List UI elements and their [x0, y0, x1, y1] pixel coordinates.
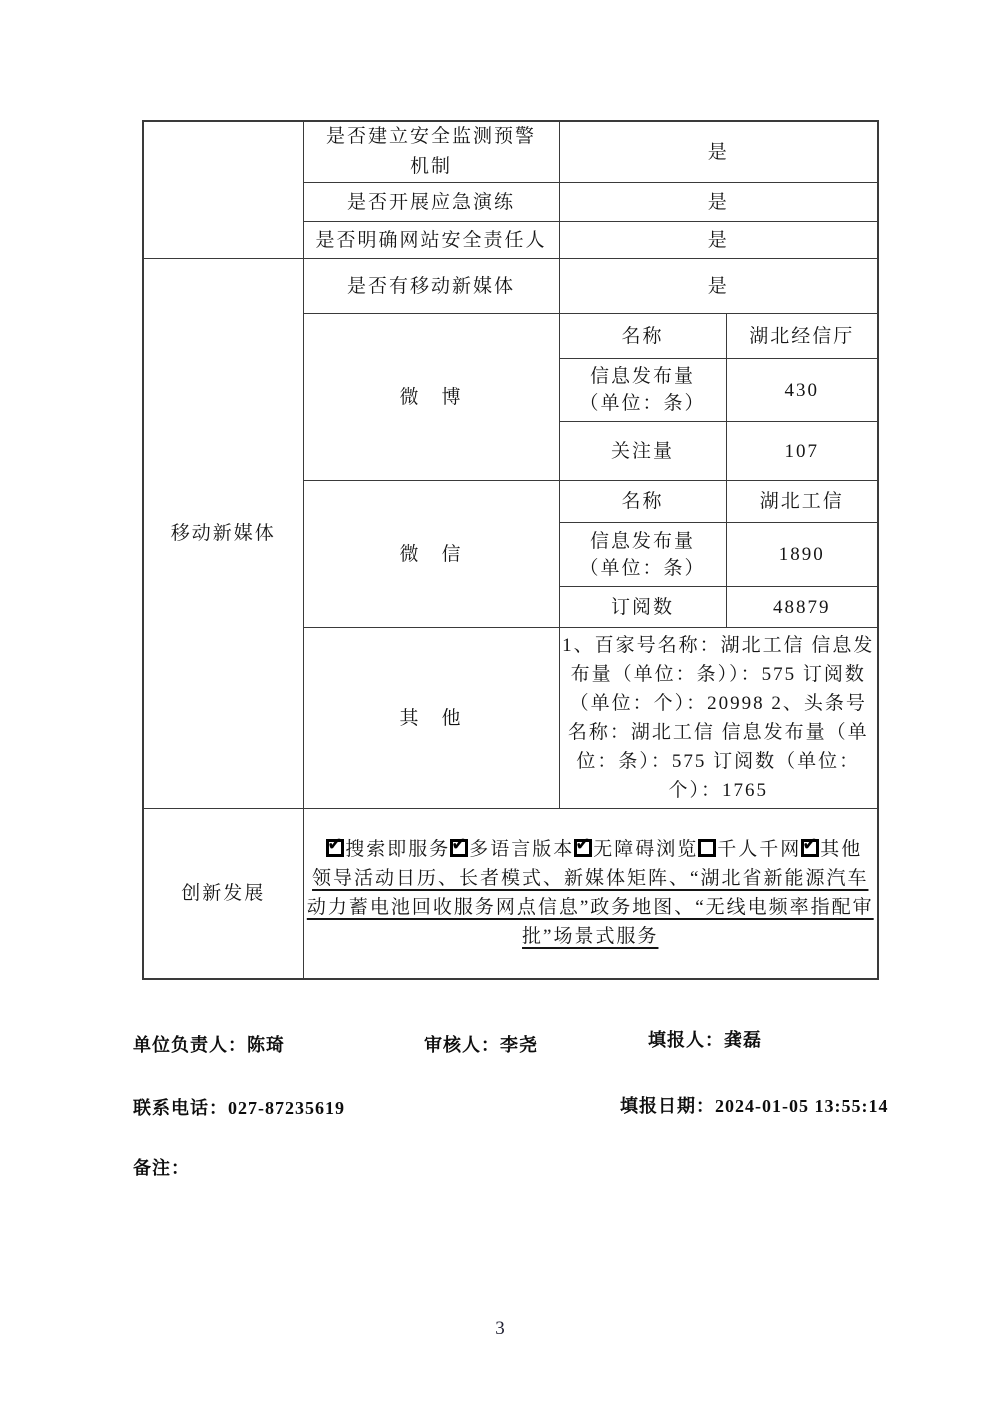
checkbox-item [801, 839, 862, 860]
filler [648, 1026, 762, 1052]
checkbox-label: 搜索即服务 [345, 839, 451, 861]
filler-value: 龚磊 [724, 1030, 762, 1050]
checkbox-item [574, 839, 698, 860]
emergency-drill-value: 是 [559, 183, 878, 222]
checkbox-item [698, 839, 801, 860]
table-row [143, 121, 878, 183]
other-media-label: 其 他 [303, 628, 559, 809]
checkbox-item [450, 839, 574, 860]
report-date [620, 1092, 888, 1118]
emergency-drill-label: 是否开展应急演练 [303, 183, 559, 222]
reviewer [424, 1031, 538, 1057]
table-row [143, 259, 878, 314]
weibo-name-value: 湖北经信厅 [726, 314, 878, 359]
innovation-content-cell [303, 809, 878, 979]
innovation-section-label: 创新发展 [143, 809, 303, 979]
weibo-follow-label: 关注量 [559, 422, 726, 481]
contact-phone-label: 联系电话： [133, 1098, 228, 1118]
security-officer-value: 是 [559, 222, 878, 259]
wechat-publish-label: 信息发布量 （单位：条） [559, 523, 726, 587]
security-officer-label: 是否明确网站安全责任人 [303, 222, 559, 259]
wechat-name-label: 名称 [559, 481, 726, 523]
checked-checkbox-icon [326, 839, 344, 857]
wechat-name-value: 湖北工信 [726, 481, 878, 523]
security-monitor-label: 是否建立安全监测预警机制 [303, 121, 559, 183]
other-media-value: 1、百家号名称：湖北工信 信息发布量（单位：条））：575 订阅数（单位：个）：20998 2、头条号名称：湖北工信 信息发布量（单位：条）：575 订阅数（单位：个）：1765 [559, 628, 878, 809]
checkbox-label: 多语言版本 [469, 839, 575, 861]
weibo-name-label: 名称 [559, 314, 726, 359]
wechat-label: 微 信 [303, 481, 559, 628]
page-number: 3 [495, 1318, 505, 1339]
contact-phone [133, 1094, 345, 1120]
innovation-other-detail: 领导活动日历、长者模式、新媒体矩阵、“湖北省新能源汽车动力蓄电池回收服务网点信息”政务地图、“无线电频率指配审批”场景式服务 [306, 868, 874, 948]
reviewer-value: 李尧 [500, 1035, 538, 1055]
responsible-person [133, 1031, 285, 1057]
wechat-publish-value: 1890 [726, 523, 878, 587]
report-date-value: 2024-01-05 13:55:14 [715, 1096, 889, 1116]
has-mobile-media-value: 是 [559, 259, 878, 314]
remark-label: 备注： [133, 1158, 190, 1178]
weibo-publish-label: 信息发布量 （单位：条） [559, 359, 726, 422]
security-monitor-value: 是 [559, 121, 878, 183]
checked-checkbox-icon [574, 839, 592, 857]
wechat-subscribe-label: 订阅数 [559, 587, 726, 628]
checkbox-label: 千人千网 [717, 839, 802, 861]
weibo-publish-value: 430 [726, 359, 878, 422]
innovation-checkbox-row [304, 835, 878, 864]
has-mobile-media-label: 是否有移动新媒体 [303, 259, 559, 314]
checkbox-label: 无障碍浏览 [593, 839, 699, 861]
table-row [143, 809, 878, 979]
wechat-subscribe-value: 48879 [726, 587, 878, 628]
checkbox-label: 其他 [820, 839, 863, 861]
weibo-label: 微 博 [303, 314, 559, 481]
filler-label: 填报人： [648, 1030, 724, 1050]
annual-report-table [142, 120, 879, 980]
contact-phone-value: 027-87235619 [228, 1098, 345, 1118]
weibo-follow-value: 107 [726, 422, 878, 481]
responsible-person-label: 单位负责人： [133, 1035, 247, 1055]
report-date-label: 填报日期： [620, 1096, 715, 1116]
reviewer-label: 审核人： [424, 1035, 500, 1055]
checked-checkbox-icon [801, 839, 819, 857]
mobile-media-section-label: 移动新媒体 [143, 259, 303, 809]
checked-checkbox-icon [450, 839, 468, 857]
remark [133, 1154, 190, 1180]
unchecked-checkbox-icon [698, 839, 716, 857]
checkbox-item [326, 839, 450, 860]
responsible-person-value: 陈琦 [247, 1035, 285, 1055]
security-section-cell-empty [143, 121, 303, 259]
